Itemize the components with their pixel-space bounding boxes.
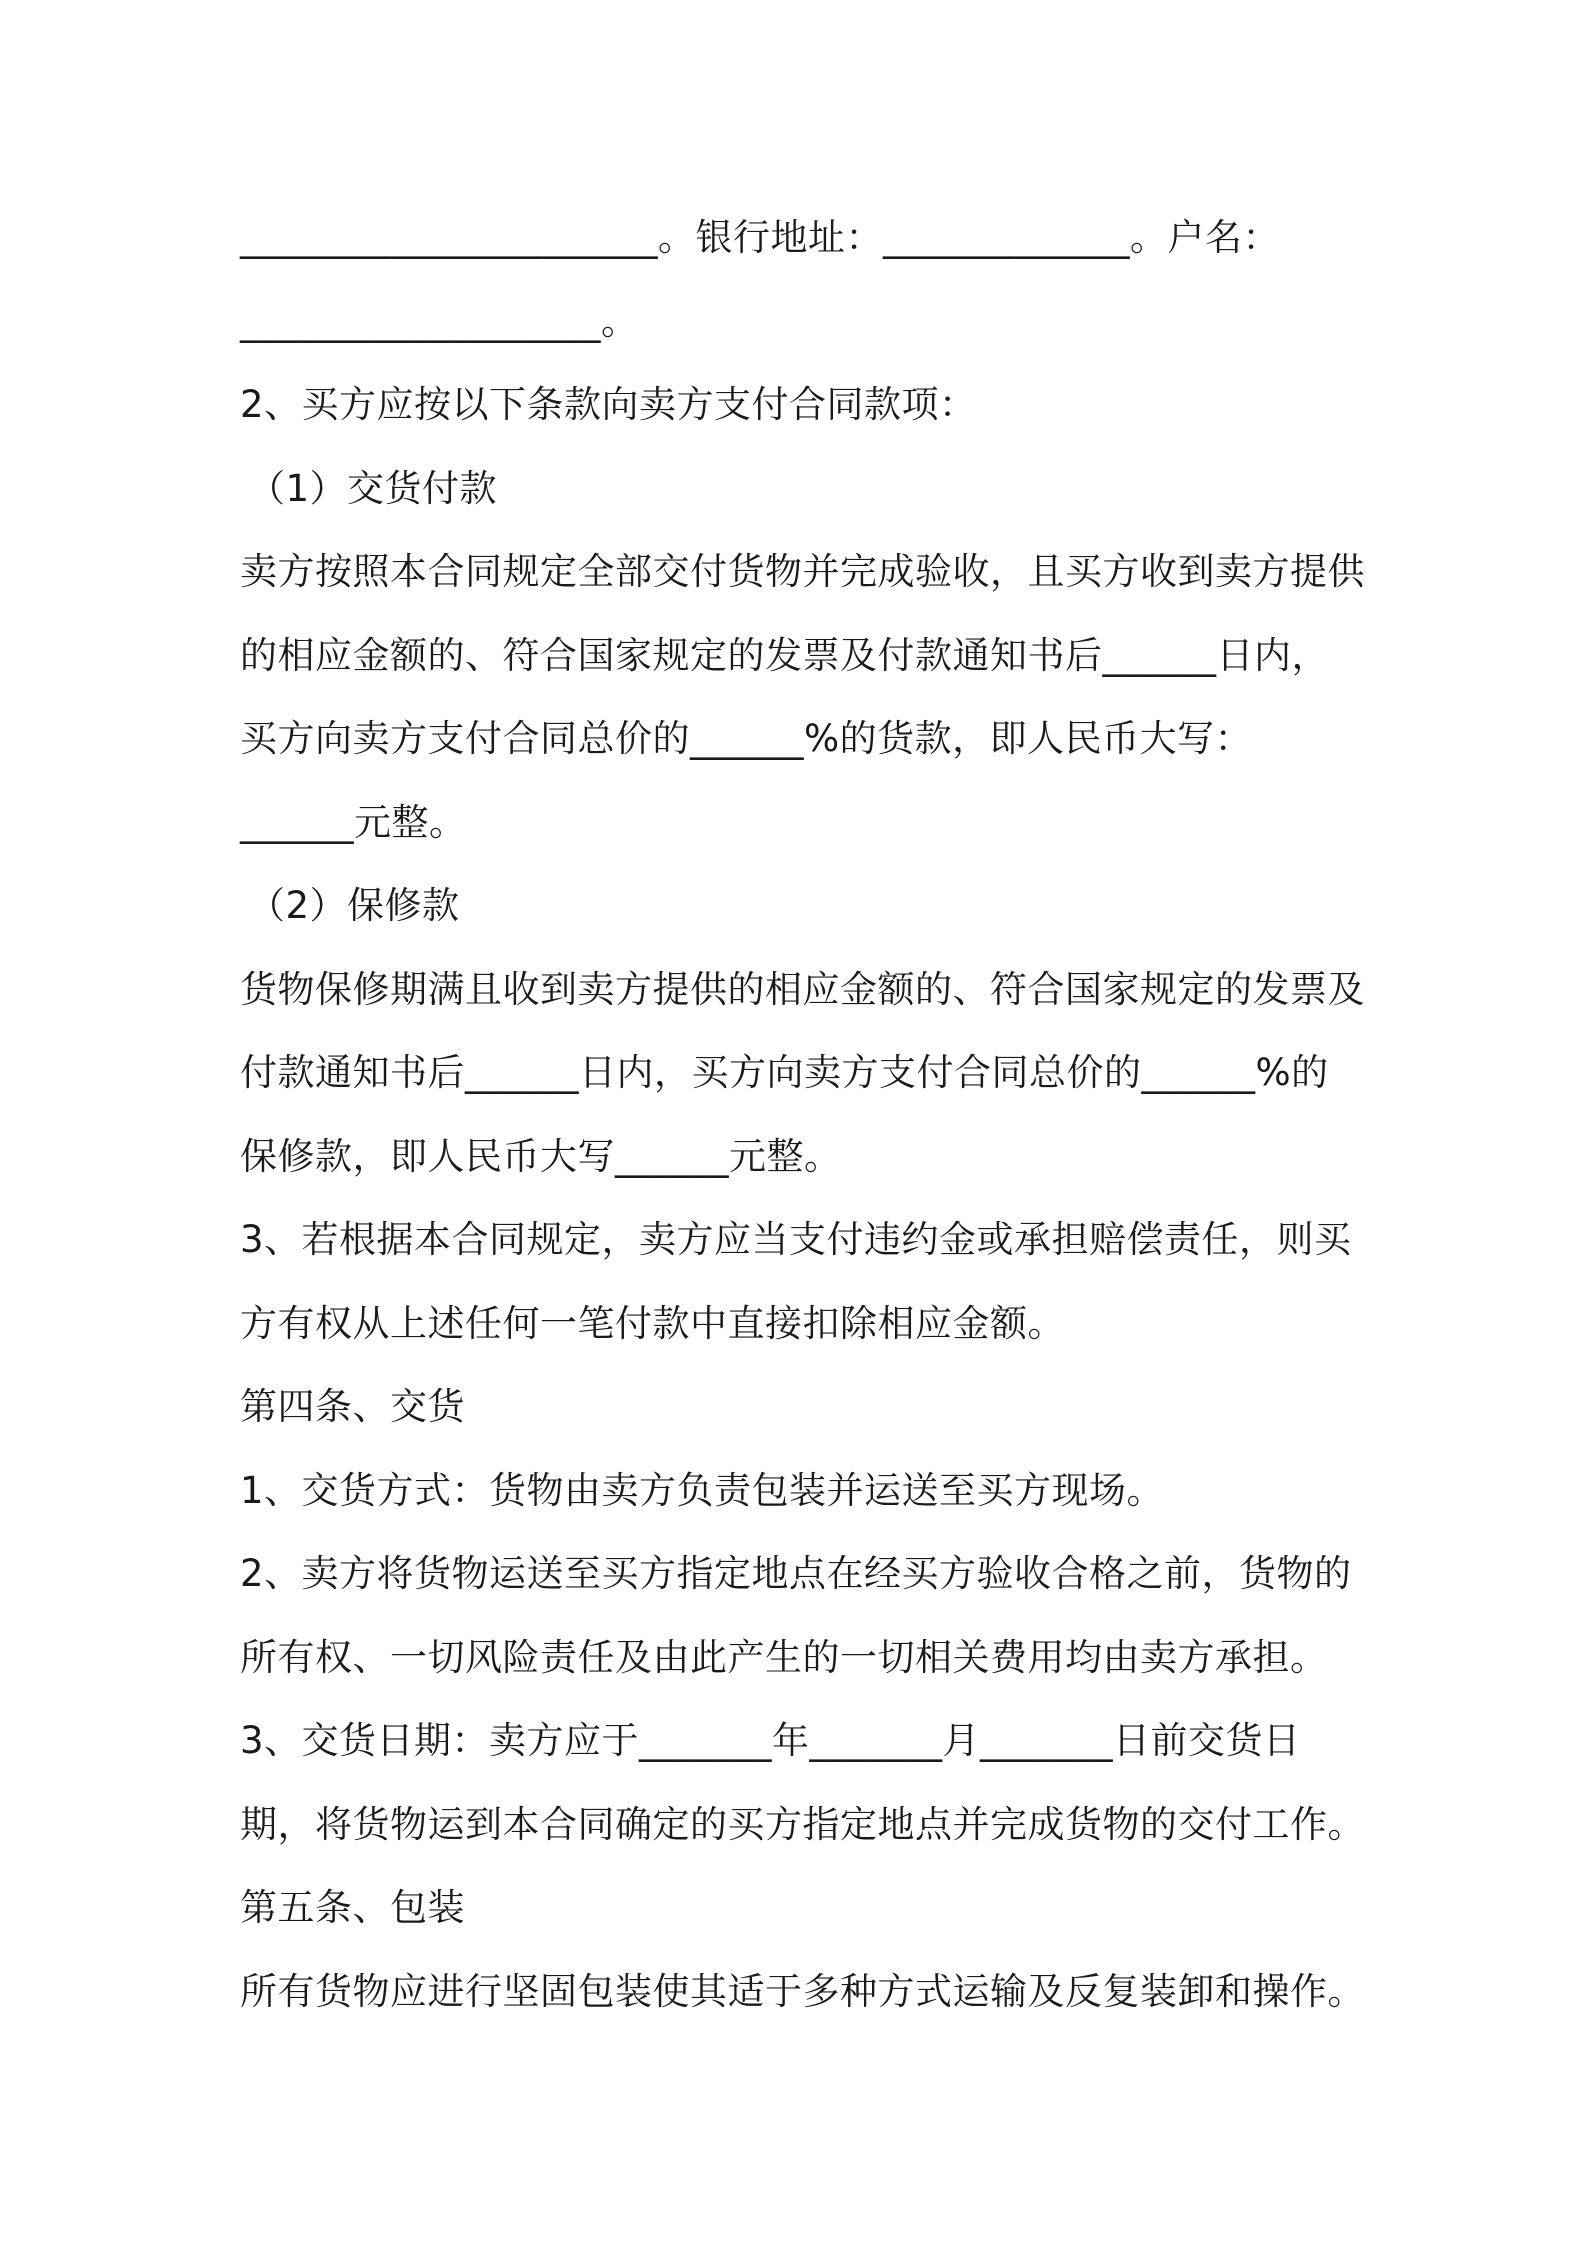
paragraph-line: 所有货物应进行坚固包装使其适于多种方式运输及反复装卸和操作。 (240, 1969, 1365, 2013)
subclause-warranty-payment: （2）保修款 (248, 884, 460, 927)
paragraph-line: 所有权、一切风险责任及由此产生的一切相关费用均由卖方承担。 (240, 1635, 1328, 1679)
paragraph-line: 3、若根据本合同规定，卖方应当支付违约金或承担赔偿责任，则买 (240, 1218, 1352, 1261)
paragraph-line: 买方向卖方支付合同总价的______%的货款，即人民币大写： (240, 717, 1253, 760)
paragraph-line: 保修款，即人民币大写______元整。 (240, 1134, 842, 1178)
paragraph-line: 2、卖方将货物运送至买方指定地点在经买方验收合格之前，货物的 (240, 1552, 1352, 1595)
paragraph-line: 3、交货日期：卖方应于_______年_______月_______日前交货日 (240, 1719, 1301, 1762)
document-body (240, 196, 1365, 2033)
clause-payment-heading: 2、买方应按以下条款向卖方支付合同款项： (240, 383, 977, 426)
paragraph-line: 的相应金额的、符合国家规定的发票及付款通知书后______日内， (240, 633, 1329, 677)
paragraph-line: 卖方按照本合同规定全部交付货物并完成验收，且买方收到卖方提供 (240, 550, 1365, 593)
account-name-line: ___________________。 (240, 299, 639, 343)
paragraph-line: 1、交货方式：货物由卖方负责包装并运送至买方现场。 (240, 1468, 1165, 1512)
subclause-delivery-payment: （1）交货付款 (248, 466, 498, 510)
paragraph-line: ______元整。 (240, 800, 467, 844)
article-five-heading: 第五条、包装 (240, 1886, 465, 1929)
bank-account-line: ______________________。银行地址：_____________。户名： (240, 216, 1280, 259)
paragraph-line: 期，将货物运到本合同确定的买方指定地点并完成货物的交付工作。 (240, 1802, 1365, 1846)
paragraph-line: 货物保修期满且收到卖方提供的相应金额的、符合国家规定的发票及 (240, 967, 1365, 1011)
paragraph-line: 付款通知书后______日内，买方向卖方支付合同总价的______%的 (240, 1051, 1329, 1094)
article-four-heading: 第四条、交货 (240, 1385, 465, 1428)
paragraph-line: 方有权从上述任何一笔付款中直接扣除相应金额。 (240, 1301, 1065, 1345)
